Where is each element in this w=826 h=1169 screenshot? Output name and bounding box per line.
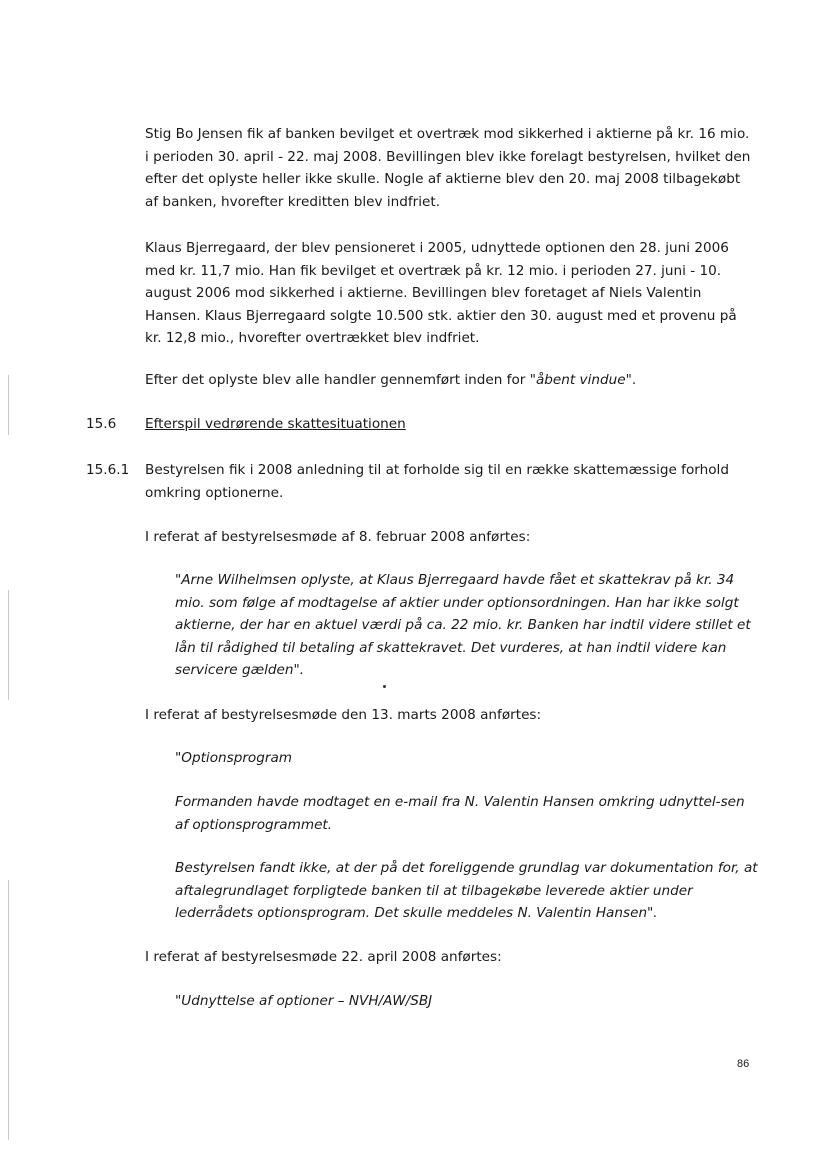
paragraph-text: ". [625, 372, 637, 388]
paragraph-text: Efter det oplyste blev alle handler gennemført inden for " [145, 372, 536, 388]
subsection-number: 15.6.1 [86, 462, 130, 478]
emphasis-text: åbent vindue [535, 372, 626, 388]
section-title: Efterspil vedrørende skattesituationen [145, 416, 406, 432]
paragraph-stig-bo-jensen: Stig Bo Jensen fik af banken bevilget et overtræk mod sikkerhed i aktierne på kr. 16 mio. i perioden 30. april - 22. maj 2008. Bevillingen blev ikke forelagt bestyrelsen, hvilket den efter det oplyste heller ikke skulle. Nogle af aktierne blev den 20. maj 2008 tilbagekøbt af banken, hvorefter kreditten blev indfriet. [145, 126, 751, 210]
paragraph-klaus-bjerregaard: Klaus Bjerregaard, der blev pensioneret i 2005, udnyttede optionen den 28. juni 2006 med kr. 11,7 mio. Han fik bevilget et overtræk på kr. 12 mio. i perioden 27. juni - 10. august 2006 mod sikkerhed i aktierne. Bevillingen blev foretaget af Niels Valentin Hansen. Klaus Bjerregaard solgte 10.500 stk. aktier den 30. august med et provenu på kr. 12,8 mio., hvorefter overtrækket blev indfriet. [145, 240, 737, 346]
quote-march-paragraph-1: Formanden havde modtaget en e-mail fra N. Valentin Hansen omkring udnyttel-sen af optionsprogrammet. [175, 794, 745, 833]
referat-intro-february: I referat af bestyrelsesmøde af 8. februar 2008 anførtes: [145, 529, 531, 545]
scan-artifact-line [8, 880, 9, 1140]
quote-march-paragraph-2: Bestyrelsen fandt ikke, at der på det foreliggende grundlag var dokumentation for, at aftalegrundlaget forpligtede banken til at tilbagekøbe leverede aktier under lederrådets optionsprogram. Det skulle meddeles N. Valentin Hansen". [175, 860, 758, 921]
scan-artifact-line [8, 590, 9, 700]
referat-intro-april: I referat af bestyrelsesmøde 22. april 2008 anførtes: [145, 949, 502, 965]
quote-february: "Arne Wilhelmsen oplyste, at Klaus Bjerregaard havde fået et skattekrav på kr. 34 mio. som følge af modtagelse af aktier under optionsordningen. Han har ikke solgt aktierne, der har en aktuel værdi på ca. 22 mio. kr. Banken har indtil videre stillet et lån til rådighed til betaling af skattekravet. Det vurderes, at han indtil videre kan servicere gælden". [175, 572, 751, 678]
scan-dot [383, 685, 386, 688]
quote-april-heading: "Udnyttelse af optioner – NVH/AW/SBJ [175, 993, 433, 1009]
section-number: 15.6 [86, 416, 117, 432]
page-number: 86 [737, 1058, 750, 1070]
subsection-text: Bestyrelsen fik i 2008 anledning til at forholde sig til en række skattemæssige forhold omkring optionerne. [145, 462, 729, 501]
paragraph-aabent-vindue [145, 369, 757, 392]
scan-artifact-line [8, 375, 9, 435]
quote-march-heading: "Optionsprogram [175, 750, 293, 766]
referat-intro-march: I referat af bestyrelsesmøde den 13. marts 2008 anførtes: [145, 707, 542, 723]
